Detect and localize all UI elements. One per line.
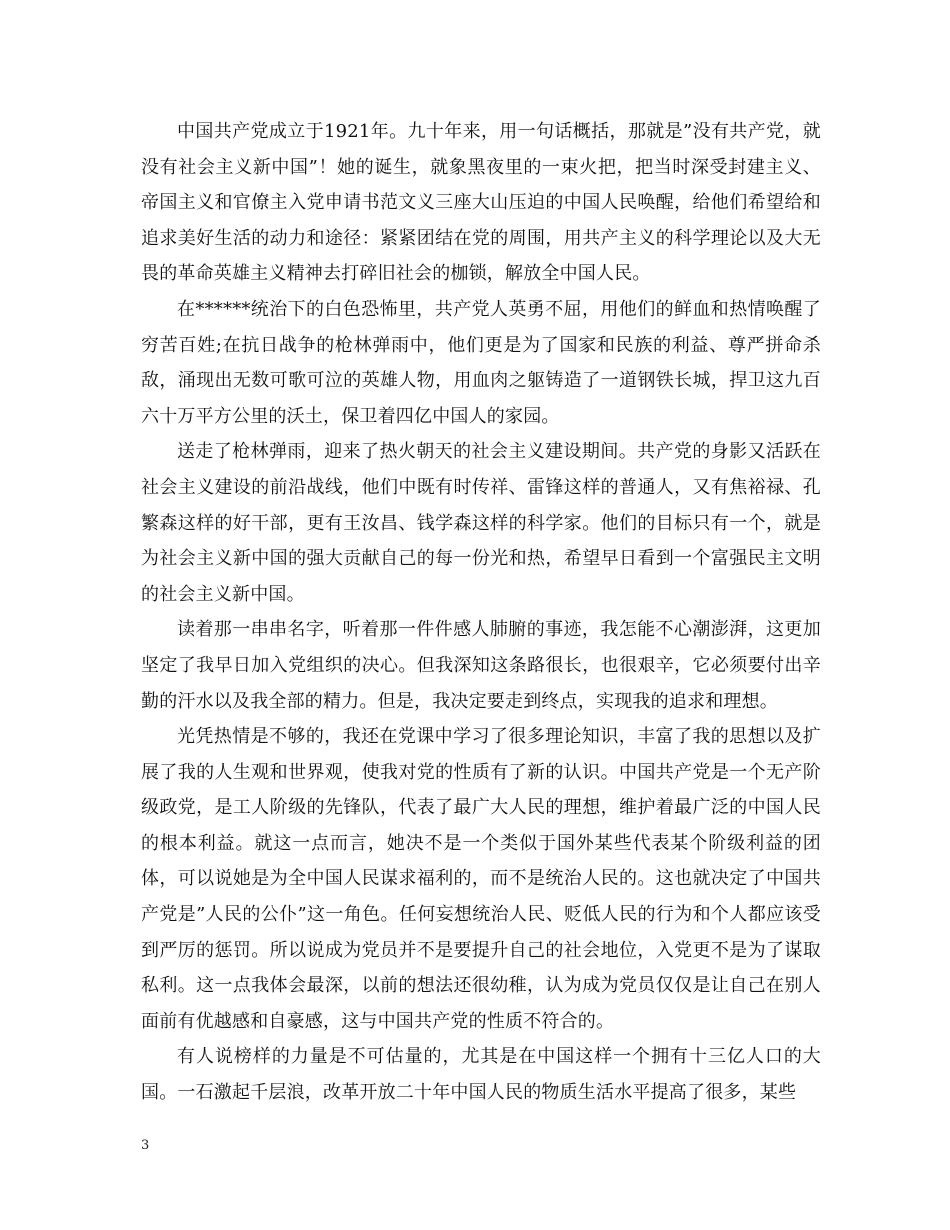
paragraph-2: 在******统治下的白色恐怖里，共产党人英勇不屈，用他们的鲜血和热情唤醒了穷苦百姓;在抗日战争的枪林弹雨中，他们更是为了国家和民族的利益、尊严拼命杀敌，涌现出无数可歌可泣的英雄人物，用血肉之躯铸造了一道钢铁长城，捍卫这九百六十万平方公里的沃土，保卫着四亿中国人的家园。 <box>141 298 821 427</box>
paragraph-5: 光凭热情是不够的，我还在党课中学习了很多理论知识，丰富了我的思想以及扩展了我的人生观和世界观，使我对党的性质有了新的认识。中国共产党是一个无产阶级政党，是工人阶级的先锋队，代表了最广大人民的理想，维护着最广泛的中国人民的根本利益。就这一点而言，她决不是一个类似于国外某些代表某个阶级利益的团体，可以说她是为全中国人民谋求福利的，而不是统治人民的。这也就决定了中国共产党是”人民的公仆”这一角色。任何妄想统治人民、贬低人民的行为和个人都应该受到严厉的惩罚。所以说成为党员并不是要提升自己的社会地位，入党更不是为了谋取私利。这一点我体会最深，以前的想法还很幼稚，认为成为党员仅仅是让自己在别人面前有优越感和自豪感，这与中国共产党的性质不符合的。 <box>141 726 821 1032</box>
paragraph-3: 送走了枪林弹雨，迎来了热火朝天的社会主义建设期间。共产党的身影又活跃在社会主义建设的前沿战线，他们中既有时传祥、雷锋这样的普通人，又有焦裕禄、孔繁森这样的好干部，更有王汝昌、钱学森这样的科学家。他们的目标只有一个，就是为社会主义新中国的强大贡献自己的每一份光和热，希望早日看到一个富强民主文明的社会主义新中国。 <box>141 441 821 605</box>
page-number: 3 <box>141 1138 150 1153</box>
paragraph-1: 中国共产党成立于1921年。九十年来，用一句话概括，那就是”没有共产党，就没有社会主义新中国”！她的诞生，就象黑夜里的一束火把，把当时深受封建主义、帝国主义和官僚主入党申请书范文义三座大山压迫的中国人民唤醒，给他们希望给和追求美好生活的动力和途径：紧紧团结在党的周围，用共产主义的科学理论以及大无畏的革命英雄主义精神去打碎旧社会的枷锁，解放全中国人民。 <box>141 121 821 285</box>
body-text <box>141 114 821 1111</box>
paragraph-6: 有人说榜样的力量是不可估量的，尤其是在中国这样一个拥有十三亿人口的大国。一石激起千层浪，改革开放二十年中国人民的物质生活水平提高了很多，某些 <box>141 1046 821 1104</box>
paragraph-4: 读着那一串串名字，听着那一件件感人肺腑的事迹，我怎能不心潮澎湃，这更加坚定了我早日加入党组织的决心。但我深知这条路很长，也很艰辛，它必须要付出辛勤的汗水以及我全部的精力。但是，我决定要走到终点，实现我的追求和理想。 <box>141 619 821 712</box>
